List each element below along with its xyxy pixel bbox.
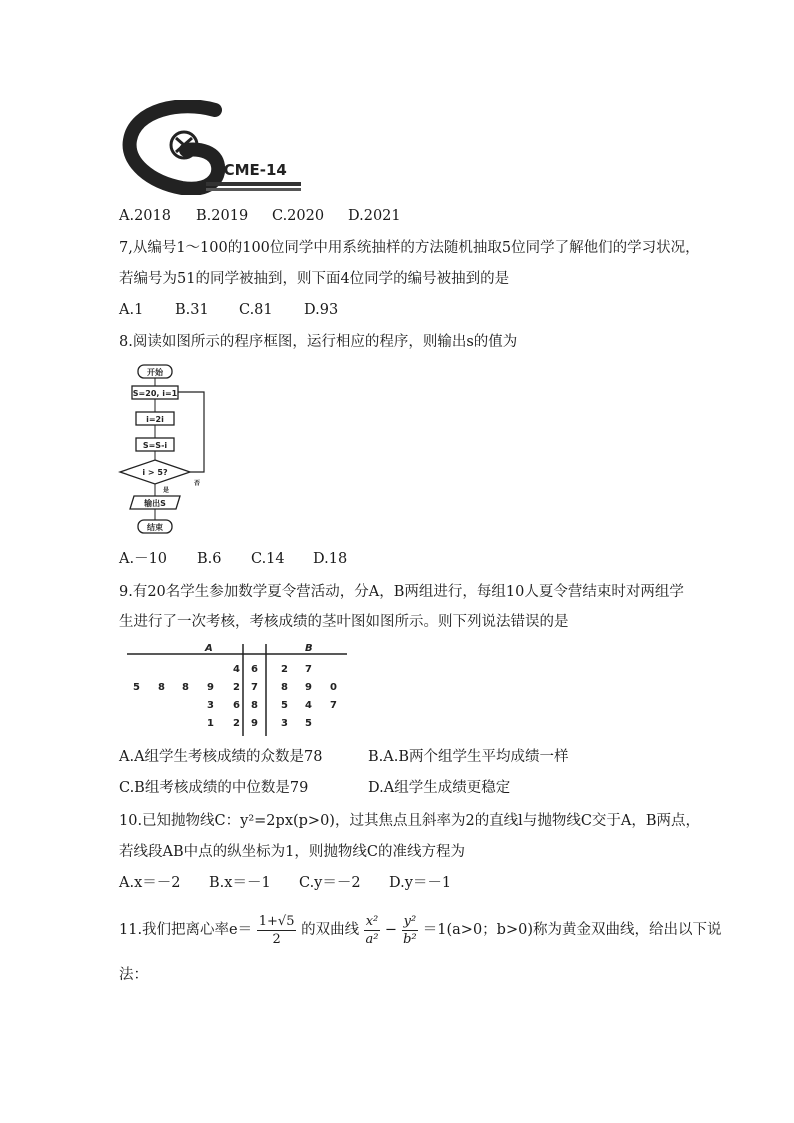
flow-cond: i > 5?: [142, 468, 168, 477]
q8-option-b: B.6: [197, 551, 222, 567]
q11-mid: 的双曲线: [301, 922, 360, 938]
stem-value: 9: [251, 718, 258, 729]
head-b: B: [305, 643, 313, 654]
leaf: 5: [133, 682, 140, 693]
icme-logo: [120, 100, 310, 195]
q6-option-b: B.2019: [196, 208, 249, 224]
stem-value: 7: [251, 682, 258, 693]
leaf: 9: [207, 682, 214, 693]
q11-prefix: 11.我们把离心率e＝: [119, 922, 253, 938]
flowchart: [118, 362, 218, 542]
leaf: 3: [281, 718, 288, 729]
y-fraction: [402, 913, 419, 948]
y-squared: y²: [403, 913, 417, 929]
q9-option-d: D.A组学生成绩更稳定: [368, 780, 511, 796]
leaf: 8: [158, 682, 165, 693]
q8-option-a: A.－10: [119, 551, 168, 567]
q7-line1: 7,从编号1～100的100位同学中用系统抽样的方法随机抽取5位同学了解他们的学习状况，: [119, 240, 700, 256]
q10-option-c: C.y＝－2: [299, 875, 361, 891]
q8-stem: 8.阅读如图所示的程序框图，运行相应的程序，则输出s的值为: [119, 334, 518, 350]
q9-option-b: B.A.B两个组学生平均成绩一样: [368, 749, 569, 765]
q9-option-c: C.B组考核成绩的中位数是79: [119, 780, 309, 796]
flow-yes: 是: [163, 487, 170, 494]
q7-option-d: D.93: [304, 302, 339, 318]
q6-option-c: C.2020: [272, 208, 325, 224]
leaf: 5: [281, 700, 288, 711]
leaf: 8: [182, 682, 189, 693]
q6-option-d: D.2021: [348, 208, 401, 224]
q7-option-b: B.31: [175, 302, 209, 318]
q10-option-b: B.x＝－1: [209, 875, 271, 891]
q9-line2: 生进行了一次考核，考核成绩的茎叶图如图所示。则下列说法错误的是: [119, 614, 569, 630]
eccentricity-fraction: [257, 913, 297, 948]
leaf: 7: [305, 664, 312, 675]
logo-text: ICME-14: [218, 161, 287, 179]
q10-line2: 若线段AB中点的纵坐标为1，则抛物线C的准线方程为: [119, 844, 465, 860]
leaf: 7: [330, 700, 337, 711]
leaf: 4: [233, 664, 240, 675]
leaf: 0: [330, 682, 337, 693]
minus-sign: −: [384, 922, 397, 938]
flow-output: 输出S: [144, 499, 166, 508]
q6-option-a: A.2018: [119, 208, 171, 224]
a-squared: a²: [365, 931, 379, 947]
leaf: 2: [233, 718, 240, 729]
q11-suffix: ＝1(a>0；b>0)称为黄金双曲线，给出以下说: [422, 922, 722, 938]
leaf: 3: [207, 700, 214, 711]
stem-leaf-plot: [125, 640, 350, 740]
leaf: 2: [281, 664, 288, 675]
q11-line2: 法：: [119, 967, 148, 983]
frac-numerator: 1+√5: [258, 913, 295, 929]
q8-option-d: D.18: [313, 551, 348, 567]
leaf: 9: [305, 682, 312, 693]
head-a: A: [205, 643, 213, 654]
stem-value: 8: [251, 700, 258, 711]
q10-option-d: D.y＝－1: [389, 875, 452, 891]
q7-line2: 若编号为51的同学被抽到，则下面4位同学的编号被抽到的是: [119, 271, 510, 287]
leaf: 1: [207, 718, 214, 729]
flow-end: 结束: [147, 523, 163, 532]
frac-denominator: 2: [272, 931, 281, 947]
q11-line1: [119, 910, 722, 950]
leaf: 8: [281, 682, 288, 693]
q9-option-a: A.A组学生考核成绩的众数是78: [119, 749, 323, 765]
q7-option-c: C.81: [239, 302, 273, 318]
flow-no: 否: [193, 480, 201, 487]
q7-option-a: A.1: [119, 302, 144, 318]
x-squared: x²: [365, 913, 379, 929]
flow-step1: i=2i: [146, 415, 164, 424]
flow-step2: S=S-i: [142, 441, 168, 450]
leaf: 6: [233, 700, 240, 711]
q9-line1: 9.有20名学生参加数学夏令营活动，分A，B两组进行，每组10人夏令营结束时对两组学: [119, 584, 684, 600]
leaf: 5: [305, 718, 312, 729]
leaf: 2: [233, 682, 240, 693]
q10-line1: 10.已知抛物线C：y²=2px(p>0)，过其焦点且斜率为2的直线l与抛物线C交于A，B两点，: [119, 813, 701, 829]
stem-value: 6: [251, 664, 258, 675]
q8-option-c: C.14: [251, 551, 285, 567]
flow-init: S=20, i=1: [132, 389, 178, 398]
flow-start: 开始: [147, 368, 163, 377]
q10-option-a: A.x＝－2: [119, 875, 181, 891]
x-fraction: [364, 913, 381, 948]
leaf: 4: [305, 700, 312, 711]
b-squared: b²: [403, 931, 417, 947]
